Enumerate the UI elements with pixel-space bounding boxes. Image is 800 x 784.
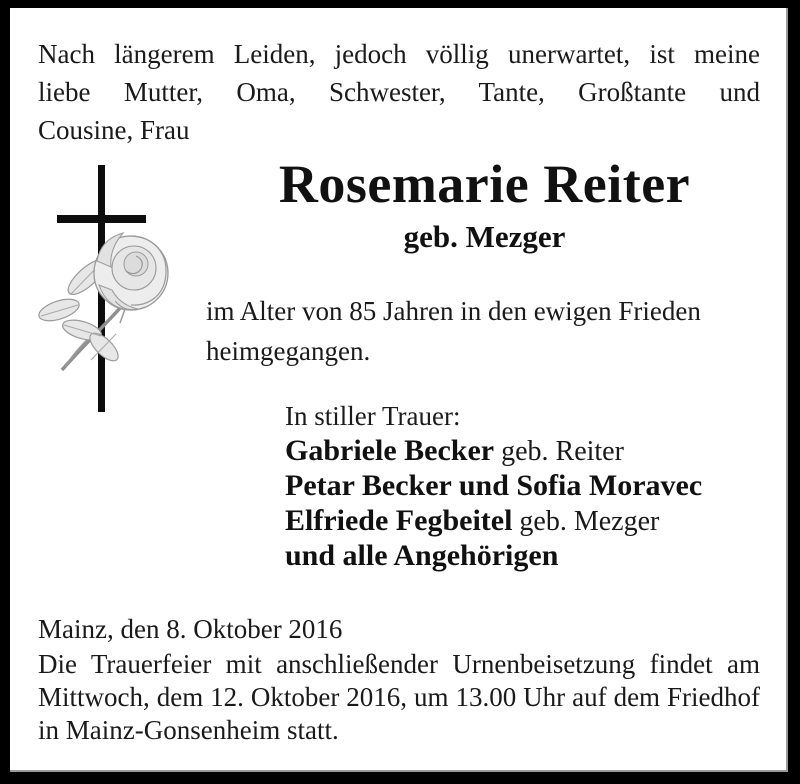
deceased-birth-name: geb. Mezger [403, 219, 566, 254]
mourner-line [285, 504, 756, 539]
intro-line: Cousine, Frau [38, 115, 190, 145]
cross-and-rose-graphic [35, 157, 220, 419]
passage-paragraph [206, 291, 756, 371]
obituary-notice-card [10, 8, 788, 772]
mourner-suffix: geb. Reiter [494, 436, 624, 467]
mourner-name: Petar Becker und Sofia Moravec [285, 469, 703, 502]
deceased-name-block [205, 154, 764, 255]
ceremony-line: Die Trauerfeier mit anschließender Urnenbeisetzung findet am [38, 649, 760, 679]
mourner-name: Elfriede Fegbeitel [285, 504, 513, 537]
deceased-name: Rosemarie Reiter [278, 154, 691, 214]
mourner-line [285, 539, 756, 574]
ceremony-line: in Mainz-Gonsenheim statt. [38, 715, 339, 745]
mourners-heading: In stiller Trauer: [285, 401, 461, 431]
mourner-line [285, 434, 756, 469]
passage-line: heimgegangen. [206, 336, 371, 366]
cross-and-rose-icon [35, 157, 220, 419]
mourner-suffix: geb. Mezger [512, 506, 660, 537]
ceremony-line: Mittwoch, dem 12. Oktober 2016, um 13.00 Uhr auf dem Friedhof [38, 682, 760, 712]
mourner-line [285, 469, 756, 504]
passage-line: im Alter von 85 Jahren in den ewigen Frieden [206, 296, 701, 326]
mourners-section [285, 398, 756, 574]
dateline: Mainz, den 8. Oktober 2016 [38, 614, 343, 644]
intro-line: liebe Mutter, Oma, Schwester, Tante, Großtante und [38, 77, 760, 107]
intro-paragraph [38, 35, 760, 149]
mourner-name: und alle Angehörigen [285, 539, 559, 572]
intro-line: Nach längerem Leiden, jedoch völlig unerwartet, ist meine [38, 39, 760, 69]
ceremony-paragraph [38, 648, 760, 747]
mourner-name: Gabriele Becker [285, 434, 495, 467]
